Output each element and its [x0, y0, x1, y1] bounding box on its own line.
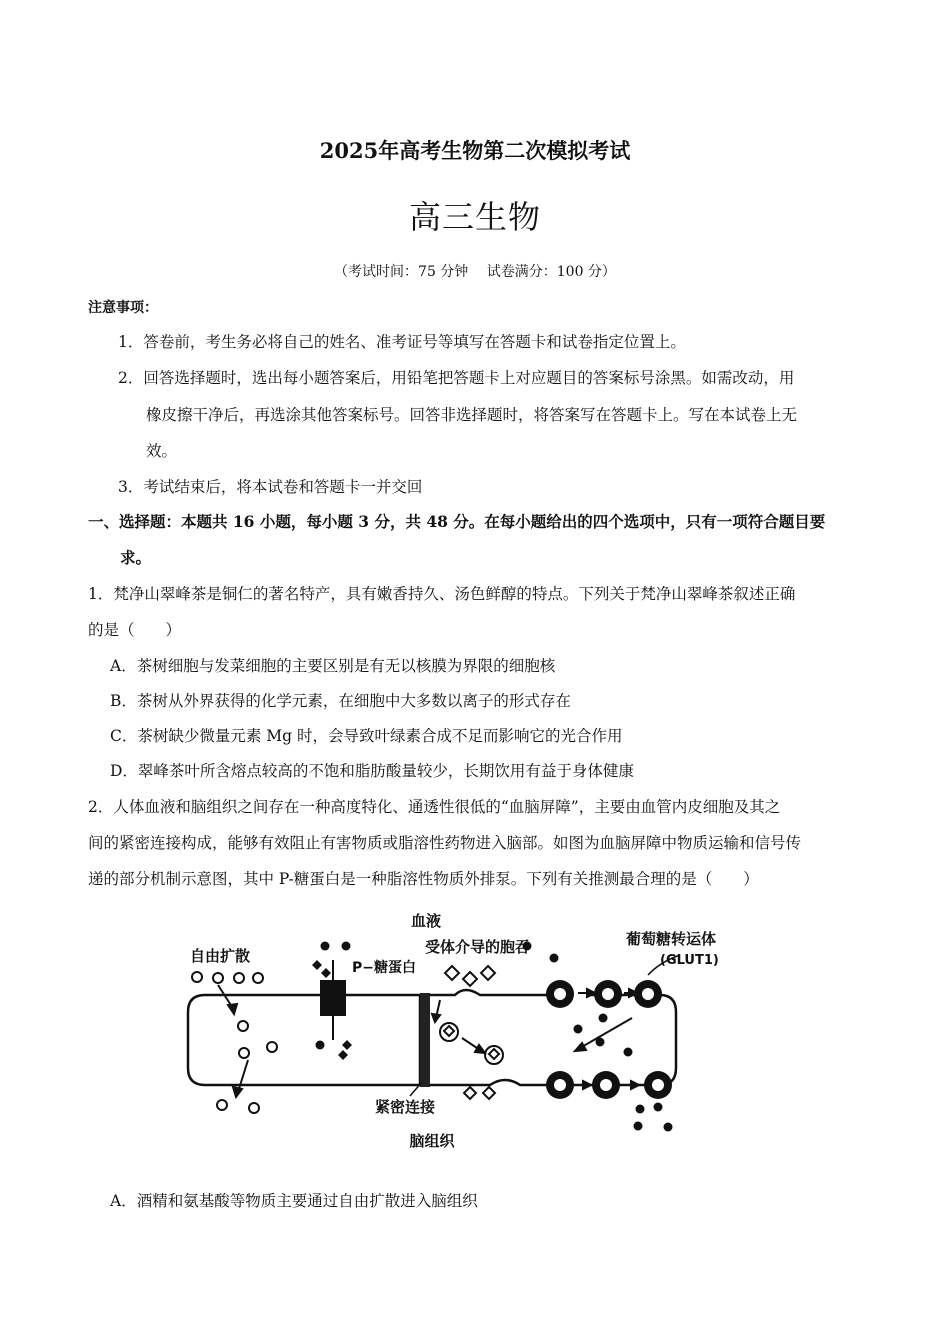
label-pgp: P−糖蛋白: [352, 960, 416, 976]
subject-title: 高三生物: [408, 198, 541, 236]
q1-option-b: B．茶树从外界获得的化学元素，在细胞中大多数以离子的形式存在: [110, 692, 571, 710]
q1-stem: 1．梵净山翠峰茶是铜仁的著名特产，具有嫩香持久、汤色鲜醇的特点。下列关于梵净山翠峰茶叙述正确: [88, 585, 796, 603]
q1-option-a: A．茶树细胞与发菜细胞的主要区别是有无以核膜为界限的细胞核: [110, 657, 556, 675]
label-blood: 血液: [410, 912, 442, 930]
exam-title: 2025年高考生物第二次模拟考试: [319, 138, 631, 163]
q2-stem-cont-1: 间的紧密连接构成，能够有效阻止有害物质或脂溶性药物进入脑部。如图为血脑屏障中物质运输和信号传: [88, 834, 802, 852]
q1-option-c: C．茶树缺少微量元素 Mg 时，会导致叶绿素合成不足而影响它的光合作用: [110, 727, 623, 745]
q2-option-a: A．酒精和氨基酸等物质主要通过自由扩散进入脑组织: [110, 1192, 478, 1210]
q1-stem-cont: 的是（ ）: [88, 621, 182, 639]
exam-info: （考试时间：75 分钟 试卷满分：100 分）: [334, 264, 616, 280]
label-glut: 葡萄糖转运体: [626, 930, 717, 948]
label-diffusion: 自由扩散: [190, 947, 251, 965]
label-glut-abbr: (GLUT1): [660, 953, 719, 968]
notice-item-1: 1．答卷前，考生务必将自己的姓名、准考证号等填写在答题卡和试卷指定位置上。: [118, 333, 686, 351]
q1-option-d: D．翠峰茶叶所含熔点较高的不饱和脂肪酸量较少，长期饮用有益于身体健康: [110, 762, 634, 780]
notice-item-2-end: 效。: [146, 442, 178, 460]
notice-heading: 注意事项：: [88, 300, 158, 316]
left-cell-outline: [188, 995, 420, 1085]
endocytosis-molecules: [440, 966, 503, 1099]
notice-item-2: 2．回答选择题时，选出每小题答案后，用铅笔把答题卡上对应题目的答案标号涂黑。如需改动，用: [118, 369, 795, 387]
q2-stem-cont-2: 递的部分机制示意图，其中 P-糖蛋白是一种脂溶性物质外排泵。下列有关推测最合理的是（ ）: [88, 870, 759, 888]
glut1-transporters: [546, 980, 672, 1099]
label-brain: 脑组织: [409, 1132, 455, 1150]
section-heading: 一、选择题：本题共 16 小题，每小题 3 分，共 48 分。在每小题给出的四个选项中，只有一项符合题目要: [88, 512, 826, 531]
section-heading-cont: 求。: [120, 548, 152, 567]
q2-stem: 2．人体血液和脑组织之间存在一种高度特化、通透性很低的“血脑屏障”，主要由血管内皮细胞及其之: [88, 798, 781, 816]
diffusion-arrows: [218, 985, 248, 1097]
notice-item-2-cont: 橡皮擦干净后，再选涂其他答案标号。回答非选择题时，将答案写在答题卡上。写在本试卷上无: [146, 406, 798, 424]
notice-item-3: 3．考试结束后，将本试卷和答题卡一并交回: [118, 478, 423, 496]
tight-junction: [420, 993, 430, 1087]
label-tight-junction: 紧密连接: [374, 1098, 436, 1116]
glucose-molecules: [523, 942, 673, 1132]
label-endocytosis: 受体介导的胞吞: [425, 938, 531, 956]
